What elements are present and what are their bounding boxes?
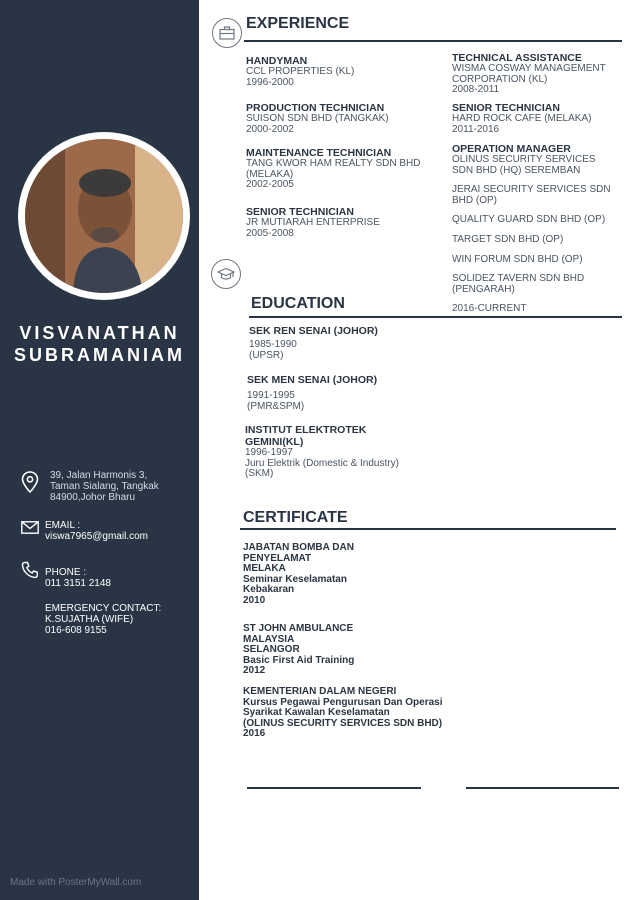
company-line: TARGET SDN BHD (OP) [452, 234, 564, 245]
education-item [249, 325, 378, 361]
school-detail: 1996-1997 [245, 447, 293, 458]
job-detail: HARD ROCK CAFE (MELAKA) [452, 113, 592, 124]
job-role: MAINTENANCE TECHNICIAN [246, 147, 392, 159]
certificate-title: CERTIFICATE [243, 509, 348, 526]
education-item [245, 424, 399, 480]
phone-block [45, 567, 111, 589]
job-role: PRODUCTION TECHNICIAN [246, 102, 385, 114]
school-detail: (SKM) [245, 468, 274, 479]
certificate-divider [240, 528, 616, 530]
company-line: BHD (OP) [452, 194, 497, 206]
company-list-item [452, 304, 526, 315]
envelope-icon [21, 521, 39, 534]
certificate-line: MALAYSIA [243, 633, 295, 645]
location-pin-icon [21, 471, 39, 493]
job-detail: CCL PROPERTIES (KL) [246, 66, 355, 77]
education-item [247, 374, 377, 412]
experience-item [452, 102, 591, 135]
job-detail: (MELAKA) [246, 168, 294, 180]
job-role: SENIOR TECHNICIAN [246, 206, 354, 218]
school-detail: Juru Elektrik (Domestic & Industry) [245, 457, 399, 469]
experience-title: EXPERIENCE [246, 15, 350, 32]
school-detail: 1985-1990 [249, 339, 297, 350]
certificate-line: SELANGOR [243, 644, 300, 655]
job-detail: TANG KWOR HAM REALTY SDN BHD [246, 158, 421, 169]
experience-divider [244, 40, 622, 42]
job-detail: 2011-2016 [452, 123, 500, 135]
emergency-label: EMERGENCY CONTACT: [45, 603, 162, 614]
company-line: (PENGARAH) [452, 283, 515, 295]
emergency-name: K.SUJATHA (WIFE) [45, 614, 134, 625]
job-detail: 1996-2000 [246, 76, 294, 88]
email-label: EMAIL : [45, 520, 81, 531]
experience-item [246, 102, 389, 135]
school-name-cont: GEMINI(KL) [245, 436, 304, 448]
job-detail: 2000-2002 [246, 123, 294, 135]
first-name: VISVANATHAN [19, 323, 180, 343]
phone-icon [21, 561, 39, 579]
school-detail: (UPSR) [249, 349, 284, 361]
job-role: HANDYMAN [246, 55, 308, 67]
job-role: TECHNICAL ASSISTANCE [452, 52, 582, 64]
job-detail: 2008-2011 [452, 84, 500, 95]
address [50, 470, 159, 503]
address-line: 84900,Johor Bharu [50, 492, 136, 503]
certificate-line: KEMENTERIAN DALAM NEGERI [243, 686, 397, 697]
job-role: OPERATION MANAGER [452, 143, 571, 155]
certificate-line: Kebakaran [243, 584, 295, 595]
phone-label: PHONE : [45, 567, 87, 578]
signature-line [466, 787, 619, 789]
job-detail: OLINUS SECURITY SERVICES [452, 154, 596, 165]
certificate-line: 2010 [243, 594, 266, 606]
profile-photo-illustration [25, 139, 183, 293]
company-line: 2016-CURRENT [452, 303, 527, 314]
email-block [45, 520, 148, 542]
emergency-phone: 016-608 9155 [45, 625, 107, 636]
company-line: WIN FORUM SDN BHD (OP) [452, 254, 583, 265]
profile-photo-frame [18, 132, 190, 300]
watermark: Made with PosterMyWall.com [10, 877, 142, 888]
education-icon-badge [211, 259, 241, 289]
phone-number[interactable]: 011 3151 2148 [45, 578, 111, 589]
certificate-line: MELAKA [243, 563, 286, 574]
job-detail: JR MUTIARAH ENTERPRISE [246, 217, 380, 228]
certificate-line: PENYELAMAT [243, 552, 312, 564]
emergency-contact [45, 603, 161, 636]
job-role: SENIOR TECHNICIAN [452, 102, 560, 114]
education-divider [249, 316, 622, 318]
company-list-item [452, 185, 611, 206]
job-detail: SUISON SDN BHD (TANGKAK) [246, 113, 389, 124]
experience-icon-badge [212, 18, 242, 48]
email-address[interactable]: viswa7965@gmail.com [45, 531, 148, 542]
sidebar [0, 0, 199, 900]
experience-item [246, 147, 420, 191]
certificate-line: Syarikat Kawalan Keselamatan [243, 707, 390, 718]
graduation-cap-icon [217, 267, 235, 281]
certificate-line: JABATAN BOMBA DAN [243, 542, 354, 553]
experience-item [452, 143, 596, 176]
company-list-item [452, 235, 563, 246]
certificate-item [243, 543, 354, 606]
last-name: SUBRAMANIAM [14, 345, 185, 365]
profile-photo [25, 139, 183, 293]
company-list-item [452, 215, 605, 226]
experience-item [246, 55, 354, 88]
job-detail: WISMA COSWAY MANAGEMENT [452, 63, 606, 74]
certificate-item [243, 624, 354, 677]
education-title: EDUCATION [251, 295, 345, 312]
job-detail: SDN BHD (HQ) SEREMBAN [452, 164, 581, 176]
company-list-item [452, 274, 584, 295]
address-line: 39, Jalan Harmonis 3, [50, 470, 148, 481]
briefcase-icon [219, 26, 235, 40]
certificate-item [243, 687, 443, 740]
certificate-line: ST JOHN AMBULANCE [243, 623, 354, 634]
company-line: JERAI SECURITY SERVICES SDN [452, 184, 611, 195]
certificate-line: (OLINUS SECURITY SERVICES SDN BHD) [243, 717, 443, 729]
company-line: SOLIDEZ TAVERN SDN BHD [452, 273, 585, 284]
company-list-item [452, 255, 583, 266]
full-name [0, 322, 199, 366]
school-detail: (PMR&SPM) [247, 400, 305, 412]
job-detail: 2005-2008 [246, 227, 294, 239]
job-detail: 2002-2005 [246, 179, 294, 190]
experience-item [246, 206, 380, 239]
certificate-line: 2016 [243, 728, 266, 739]
certificate-line: Seminar Keselamatan [243, 573, 347, 585]
company-line: QUALITY GUARD SDN BHD (OP) [452, 214, 606, 225]
experience-item [452, 52, 606, 96]
school-name: SEK REN SENAI (JOHOR) [249, 325, 378, 337]
school-name: SEK MEN SENAI (JOHOR) [247, 374, 378, 386]
address-line: Taman Sialang, Tangkak [50, 481, 159, 492]
certificate-line: 2012 [243, 665, 266, 676]
school-name: INSTITUT ELEKTROTEK [245, 424, 367, 436]
school-detail: 1991-1995 [247, 390, 295, 401]
certificate-line: Kursus Pegawai Pengurusan Dan Operasi [243, 696, 443, 708]
certificate-line: Basic First Aid Training [243, 654, 355, 666]
signature-line [247, 787, 421, 789]
job-detail: CORPORATION (KL) [452, 73, 548, 85]
